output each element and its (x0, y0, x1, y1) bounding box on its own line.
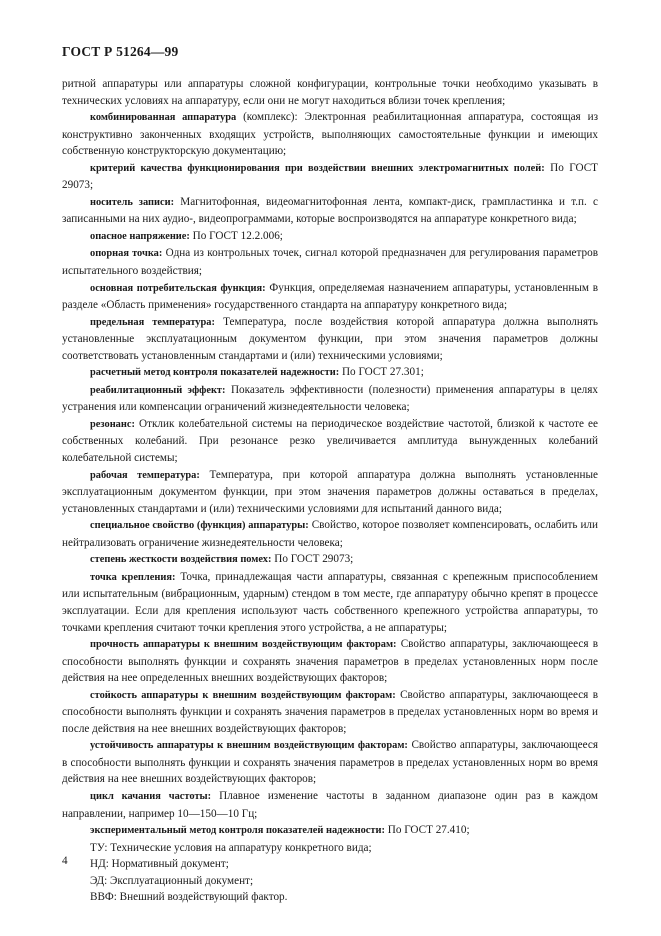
definition-entry (62, 737, 598, 788)
definition-text: Свойство, которое позволяет компенсировать, ослабить или нейтрализовать ограничение жизнедеятельности человека; (62, 519, 598, 549)
definition-text: Точка, принадлежащая части аппаратуры, связанная с крепежным приспособлением или испытательным (вибрационным, ударным) стендом в том месте, где аппаратуру обычно крепят в процессе эксплуатации. Если для крепления используют часть собственного крепежного устройства аппаратуры, то точками крепления считают точки крепления этого устройства, а не аппаратуры; (62, 570, 598, 634)
definition-entry (62, 788, 598, 822)
definition-text: Одна из контрольных точек, сигнал которой предназначен для регулирования параметров испытательного воздействия; (62, 247, 598, 278)
definition-text: Показатель эффективности (полезности) применения аппаратуры в целях устранения или компенсации ограничений жизнедеятельности человека; (62, 383, 598, 414)
definition-term: экспериментальный метод контроля показателей надежности: (90, 825, 385, 837)
definition-entry (62, 569, 598, 636)
definition-entry (62, 551, 598, 569)
definition-term: цикл качания частоты: (90, 790, 212, 802)
definition-text: По ГОСТ 12.2.006; (189, 229, 283, 242)
definition-entry (62, 109, 598, 160)
definition-term: степень жесткости воздействия помех: (90, 554, 272, 566)
definition-term: специальное свойство (функция) аппаратуры: (90, 520, 309, 532)
definition-entry (62, 194, 598, 228)
definition-term: точка крепления: (90, 571, 176, 583)
page-number: 4 (62, 855, 68, 867)
definition-text: Отклик колебательной системы на периодическое воздействие частотой, близкой к частоте ее собственных колебаний. При резонансе резко увеличивается амплитуда вынужденных колебаний колебательной системы; (62, 417, 598, 465)
definition-entry (62, 822, 598, 840)
definition-text: Свойство аппаратуры, заключающееся в способности выполнять функции и сохранять значения параметров в пределах установленных норм во время действия на нее внешних воздействующих факторов; (62, 739, 598, 786)
definition-term: прочность аппаратуры к внешним воздействующим факторам: (90, 639, 397, 651)
document-header: ГОСТ Р 51264—99 (62, 44, 179, 59)
definition-term: устойчивость аппаратуры к внешним воздействующим факторам: (90, 740, 408, 752)
definition-term: опорная точка: (90, 248, 163, 260)
abbreviation-item: ТУ: Технические условия на аппаратуру конкретного вида; (90, 841, 372, 854)
definition-text: По ГОСТ 29073; (271, 553, 354, 566)
definition-term: рабочая температура: (90, 469, 200, 481)
definition-term: расчетный метод контроля показателей надежности: (90, 367, 340, 379)
definition-text: Температура, после воздействия которой аппаратура должна выполнять установленные эксплуатационным документом функции, при этом значения параметров должны соответствовать установленным стандартами и (или) техническими условиями; (62, 315, 598, 362)
definition-text: (комплекс): Электронная реабилитационная аппаратура, состоящая из конструктивно законченных входящих устройств, выполняющих самостоятельные функции и имеющих собственную конструкторскую документацию; (62, 111, 598, 158)
definition-text: Магнитофонная, видеомагнитофонная лента, компакт-диск, грампластинка и т.п. с записанными на них аудио-, видеопрограммами, которые воспроизводятся на аппаратуре конкретного вида; (62, 195, 598, 226)
definition-text: ритной аппаратуры или аппаратуры сложной конфигурации, контрольные точки необходимо указывать в технических условиях на аппаратуру, если они не могут находиться вблизи точек крепления; (62, 78, 598, 107)
definition-term: предельная температура: (90, 316, 215, 328)
definition-term: реабилитационный эффект: (90, 384, 226, 396)
definition-entry (62, 245, 598, 279)
definition-text: Температура, при которой аппаратура должна выполнять установленные эксплуатационным документом функции, при этом значения параметров должны оставаться в пределах, установленных стандартами и (или) техническими условиями для испытаний данного вида; (62, 468, 598, 515)
definitions-body (62, 76, 598, 906)
definition-text: Свойство аппаратуры, заключающееся в способности выполнять функции и сохранять значения параметров в пределах установленных норм во время и после действия на нее внешних воздействующих факторов; (62, 688, 598, 735)
definition-term: опасное напряжение: (90, 230, 190, 242)
definition-text: Плавное изменение частоты в заданном диапазоне один раз в каждом направлении, например 10—150—10 Гц; (62, 789, 598, 820)
abbreviation-item: НД: Нормативный документ; (90, 858, 229, 871)
definition-entry (62, 687, 598, 738)
definition-entry (62, 76, 598, 109)
definition-term: носитель записи: (90, 196, 175, 208)
definition-text: По ГОСТ 27.301; (339, 366, 424, 379)
definition-entry (62, 517, 598, 551)
definition-term: основная потребительская функция: (90, 282, 266, 294)
definition-text: Свойство аппаратуры, заключающееся в способности выполнять функции и сохранять значения параметров в пределах установленных норм после действия на нее определенных внешних воздействующих факторов; (62, 638, 598, 685)
definition-term: резонанс: (90, 418, 135, 430)
definition-term: стойкость аппаратуры к внешним воздействующим факторам: (90, 689, 396, 701)
definition-text: По ГОСТ 27.410; (384, 824, 470, 837)
definition-term: комбинированная аппаратура (90, 112, 237, 124)
abbreviation-item: ЭД: Эксплуатационный документ; (90, 874, 254, 887)
definition-term: критерий качества функционирования при воздействии внешних электромагнитных полей: (90, 162, 545, 174)
definition-entry (62, 228, 598, 246)
definition-entry (62, 160, 598, 194)
abbreviation-item: ВВФ: Внешний воздействующий фактор. (90, 891, 288, 904)
definition-entry (62, 636, 598, 687)
definition-entry (62, 280, 598, 314)
definition-entry (62, 467, 598, 518)
definition-entry (62, 382, 598, 416)
definition-text: По ГОСТ 29073; (62, 161, 598, 192)
definition-entry (62, 314, 598, 365)
definition-entry (62, 364, 598, 382)
definition-text: Функция, определяемая назначением аппаратуры, установленным в разделе «Область применения» государственного стандарта на аппаратуру конкретного вида; (62, 281, 598, 312)
definition-entry (62, 416, 598, 467)
